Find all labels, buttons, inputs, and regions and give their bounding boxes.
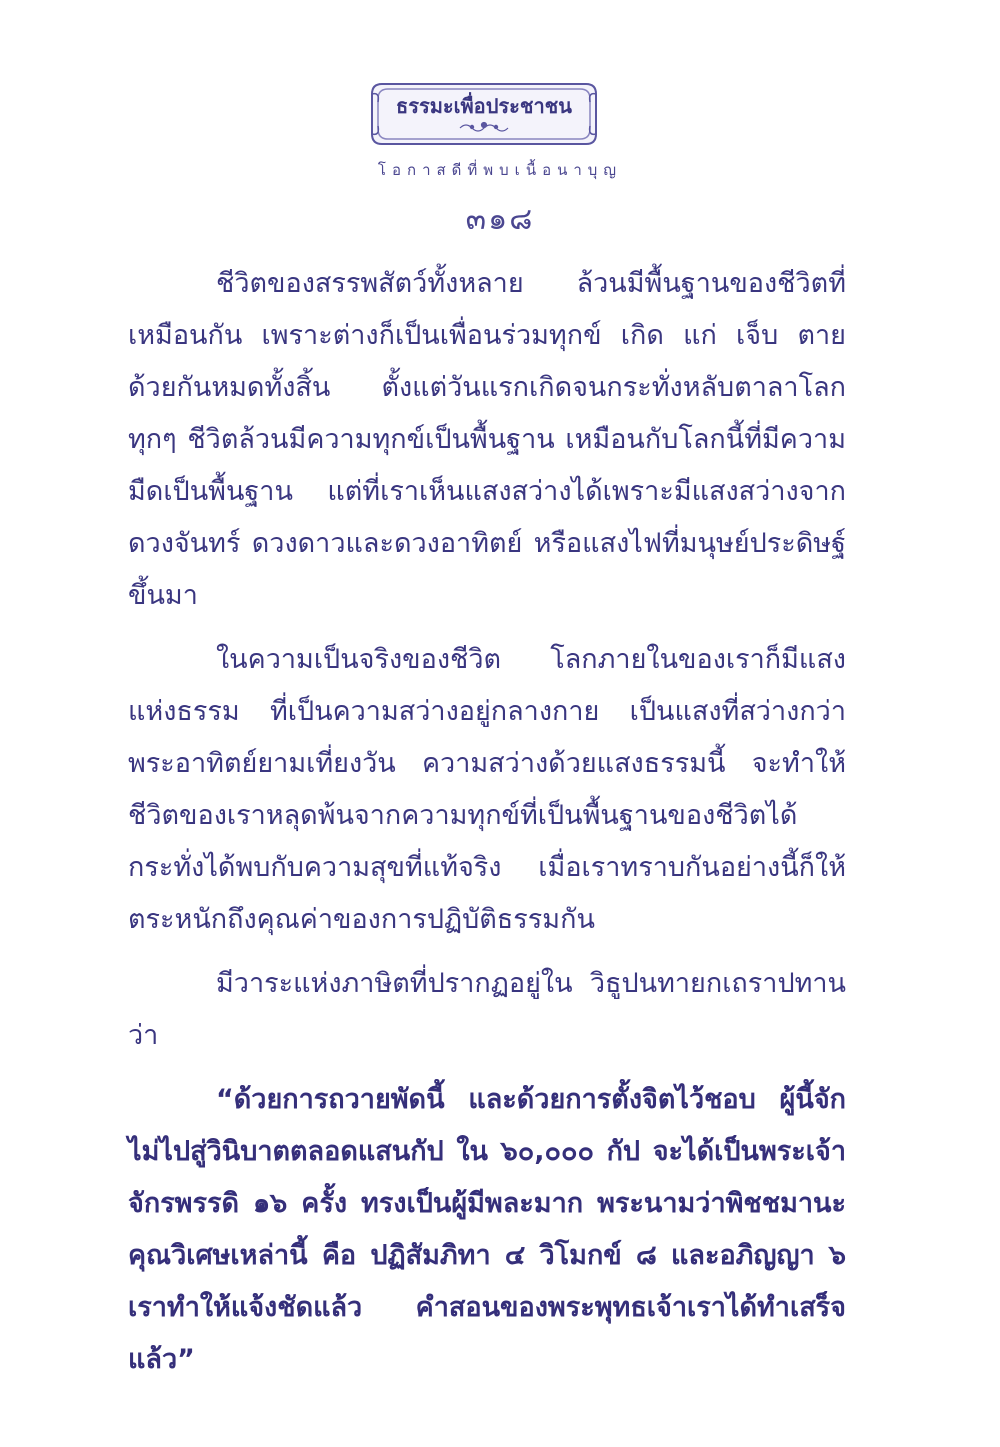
page-number: ๓๑๘ (465, 202, 535, 237)
header-logo (368, 80, 600, 148)
scripture-quote: “ด้วยการถวายพัดนี้ และด้วยการตั้งจิตไว้ชอบ ผู้นี้จักไม่ไปสู่วินิบาตตลอดแสนกัป ใน ๖๐,๐๐๐ กัป จะได้เป็นพระเจ้าจักรพรรดิ ๑๖ ครั้ง ทรงเป็นผู้มีพละมาก พระนามว่าพิชชมานะ คุณวิเศษเหล่านี้ คือ ปฏิสัมภิทา ๔ วิโมกข์ ๘ และอภิญญา ๖ เราทำให้แจ้งชัดแล้ว คำสอนของพระพุทธเจ้าเราได้ทำเสร็จแล้ว” (128, 1084, 846, 1375)
page-body (128, 258, 846, 1398)
paragraph-2: ในความเป็นจริงของชีวิต โลกภายในของเราก็มีแสงแห่งธรรม ที่เป็นความสว่างอยู่กลางกาย เป็นแสงที่สว่างกว่าพระอาทิตย์ยามเที่ยงวัน ความสว่างด้วยแสงธรรมนี้ จะทำให้ชีวิตของเราหลุดพ้นจากความทุกข์ที่เป็นพื้นฐานของชีวิตได้ กระทั่งได้พบกับความสุขที่แท้จริง เมื่อเราทราบกันอย่างนี้ก็ให้ตระหนักถึงคุณค่าของการปฏิบัติธรรมกัน (128, 644, 846, 935)
logo-text: ธรรมะเพื่อประชาชน (396, 94, 572, 118)
book-subtitle: โอกาสดีที่พบเนื้อนาบุญ (377, 161, 623, 179)
paragraph-1: ชีวิตของสรรพสัตว์ทั้งหลาย ล้วนมีพื้นฐานของชีวิตที่เหมือนกัน เพราะต่างก็เป็นเพื่อนร่วมทุกข์ เกิด แก่ เจ็บ ตาย ด้วยกันหมดทั้งสิ้น ตั้งแต่วันแรกเกิดจนกระทั่งหลับตาลาโลก ทุกๆ ชีวิตล้วนมีความทุกข์เป็นพื้นฐาน เหมือนกับโลกนี้ที่มีความมืดเป็นพื้นฐาน แต่ที่เราเห็นแสงสว่างได้เพราะมีแสงสว่างจาก ดวงจันทร์ ดวงดาวและดวงอาทิตย์ หรือแสงไฟที่มนุษย์ประดิษฐ์ขึ้นมา (128, 268, 846, 611)
quote-introduction: มีวาระแห่งภาษิตที่ปรากฏอยู่ใน วิธูปนทายกเถราปทาน ว่า (128, 968, 846, 1051)
ornamental-frame-logo (368, 80, 600, 148)
